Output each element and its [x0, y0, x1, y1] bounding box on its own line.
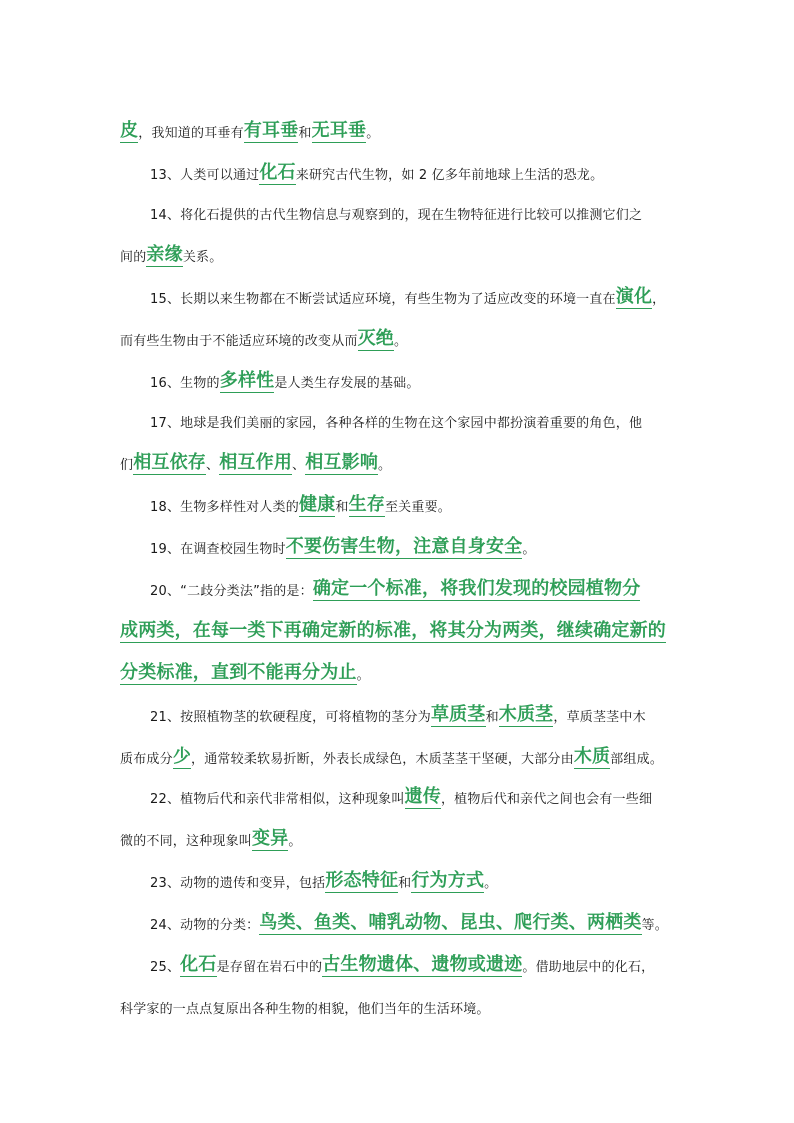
- answer-text: 相互影响: [305, 452, 379, 474]
- body-text: 。: [522, 542, 536, 557]
- answer-text: 草质茎: [430, 704, 486, 726]
- document-line: [120, 308, 684, 348]
- answer-text: 确定一个标准，将我们发现的校园植物分: [312, 578, 641, 600]
- answer-text: 行为方式: [411, 870, 485, 892]
- answer-text: 生存: [348, 494, 385, 516]
- body-text: 和: [335, 500, 349, 515]
- body-text: 。: [356, 668, 370, 683]
- document-line: [120, 642, 684, 682]
- document-line: [120, 224, 684, 264]
- body-text: 微的不同，这种现象叫: [120, 834, 253, 849]
- answer-text: 遗传: [404, 786, 441, 808]
- body-text: 。: [288, 834, 302, 849]
- answer-text: 分类标准，直到不能再分为止: [120, 662, 357, 684]
- document-line: [150, 142, 684, 182]
- answer-text: 演化: [615, 286, 653, 308]
- answer-text: 相互依存: [133, 452, 207, 474]
- body-text: 来研究古代生物，如 2 亿多年前地球上生活的恐龙。: [295, 168, 604, 183]
- body-text: 、: [206, 458, 220, 473]
- body-text: 而有些生物由于不能适应环境的改变从而: [120, 334, 358, 349]
- document-line: [120, 808, 684, 848]
- answer-text: 相互作用: [219, 452, 293, 474]
- body-text: 14、将化石提供的古代生物信息与观察到的，现在生物特征进行比较可以推测它们之: [150, 208, 643, 223]
- body-text: 。: [484, 876, 498, 891]
- body-text: 22、植物后代和亲代非常相似，这种现象叫: [150, 792, 405, 807]
- body-text: ，植物后代和亲代之间也会有一些细: [440, 792, 653, 807]
- body-text: 和: [398, 876, 412, 891]
- document-line: [150, 350, 684, 390]
- body-text: 是存留在岩石中的: [216, 960, 323, 975]
- body-text: 关系。: [182, 250, 223, 265]
- body-text: 。借助地层中的化石，: [522, 960, 655, 975]
- body-text: 21、按照植物茎的软硬程度，可将植物的茎分为: [150, 710, 431, 725]
- answer-text: 形态特征: [325, 870, 399, 892]
- body-text: 23、动物的遗传和变异，包括: [150, 876, 326, 891]
- answer-text: 古生物遗体、遗物或遗迹: [322, 954, 523, 976]
- body-text: 25、: [150, 960, 181, 975]
- body-text: 19、在调查校园生物时: [150, 542, 286, 557]
- body-text: 间的: [120, 250, 147, 265]
- body-text: 20、“二歧分类法”指的是：: [150, 584, 313, 599]
- body-text: 16、生物的: [150, 376, 220, 391]
- document-line: [120, 432, 684, 472]
- body-text: ，我知道的耳垂有: [138, 126, 244, 141]
- document-line: [120, 100, 684, 140]
- document-line: [150, 516, 684, 556]
- document-line: [150, 934, 684, 974]
- answer-text: 不要伤害生物，注意自身安全: [285, 536, 523, 558]
- document-line: [150, 892, 684, 932]
- answer-text: 多样性: [219, 370, 275, 392]
- answer-text: 木质: [573, 746, 611, 768]
- document-line: [150, 850, 684, 890]
- body-text: 24、动物的分类：: [150, 918, 260, 933]
- body-text: 、: [292, 458, 306, 473]
- document-line: [150, 474, 684, 514]
- document-line: [150, 390, 684, 430]
- document-line: [120, 726, 684, 766]
- body-text: 15、长期以来生物都在不断尝试适应环境，有些生物为了适应改变的环境一直在: [150, 292, 616, 307]
- answer-text: 变异: [252, 828, 289, 850]
- document-line: [120, 976, 684, 1016]
- body-text: 们: [120, 458, 134, 473]
- body-text: 。: [394, 334, 408, 349]
- document-line: [150, 684, 684, 724]
- body-text: 部组成。: [610, 752, 664, 767]
- body-text: 至关重要。: [384, 500, 451, 515]
- answer-text: 少: [172, 746, 192, 768]
- body-text: 。: [366, 126, 380, 141]
- document-line: [150, 766, 684, 806]
- answer-text: 化石: [180, 954, 217, 976]
- answer-text: 化石: [259, 162, 296, 184]
- body-text: 。: [378, 458, 392, 473]
- document-line: [150, 182, 684, 222]
- answer-text: 无耳垂: [311, 120, 367, 142]
- answer-text: 有耳垂: [243, 120, 299, 142]
- answer-text: 皮: [120, 120, 139, 142]
- body-text: 和: [485, 710, 499, 725]
- body-text: 是人类生存发展的基础。: [274, 376, 420, 391]
- body-text: 18、生物多样性对人类的: [150, 500, 299, 515]
- body-text: 13、人类可以通过: [150, 168, 260, 183]
- body-text: 科学家的一点点复原出各种生物的相貌，他们当年的生活环境。: [120, 1002, 490, 1017]
- body-text: ，: [652, 292, 666, 307]
- body-text: 等。: [641, 918, 668, 933]
- body-text: 17、地球是我们美丽的家园，各种各样的生物在这个家园中都扮演着重要的角色，他: [150, 416, 643, 431]
- document-line: [150, 558, 684, 598]
- body-text: ，草质茎茎中木: [553, 710, 646, 725]
- answer-text: 健康: [298, 494, 336, 516]
- answer-text: 灭绝: [357, 328, 395, 350]
- body-text: 和: [298, 126, 312, 141]
- answer-text: 木质茎: [498, 704, 554, 726]
- document-line: [150, 266, 684, 306]
- answer-text: 鸟类、鱼类、哺乳动物、昆虫、爬行类、两栖类: [259, 912, 642, 934]
- answer-text: 亲缘: [146, 244, 183, 266]
- body-text: ，通常较柔软易折断，外表长成绿色，木质茎茎干坚硬，大部分由: [191, 752, 574, 767]
- answer-text: 成两类，在每一类下再确定新的标准，将其分为两类，继续确定新的: [120, 620, 666, 642]
- body-text: 质布成分: [120, 752, 173, 767]
- document-line: [120, 600, 684, 640]
